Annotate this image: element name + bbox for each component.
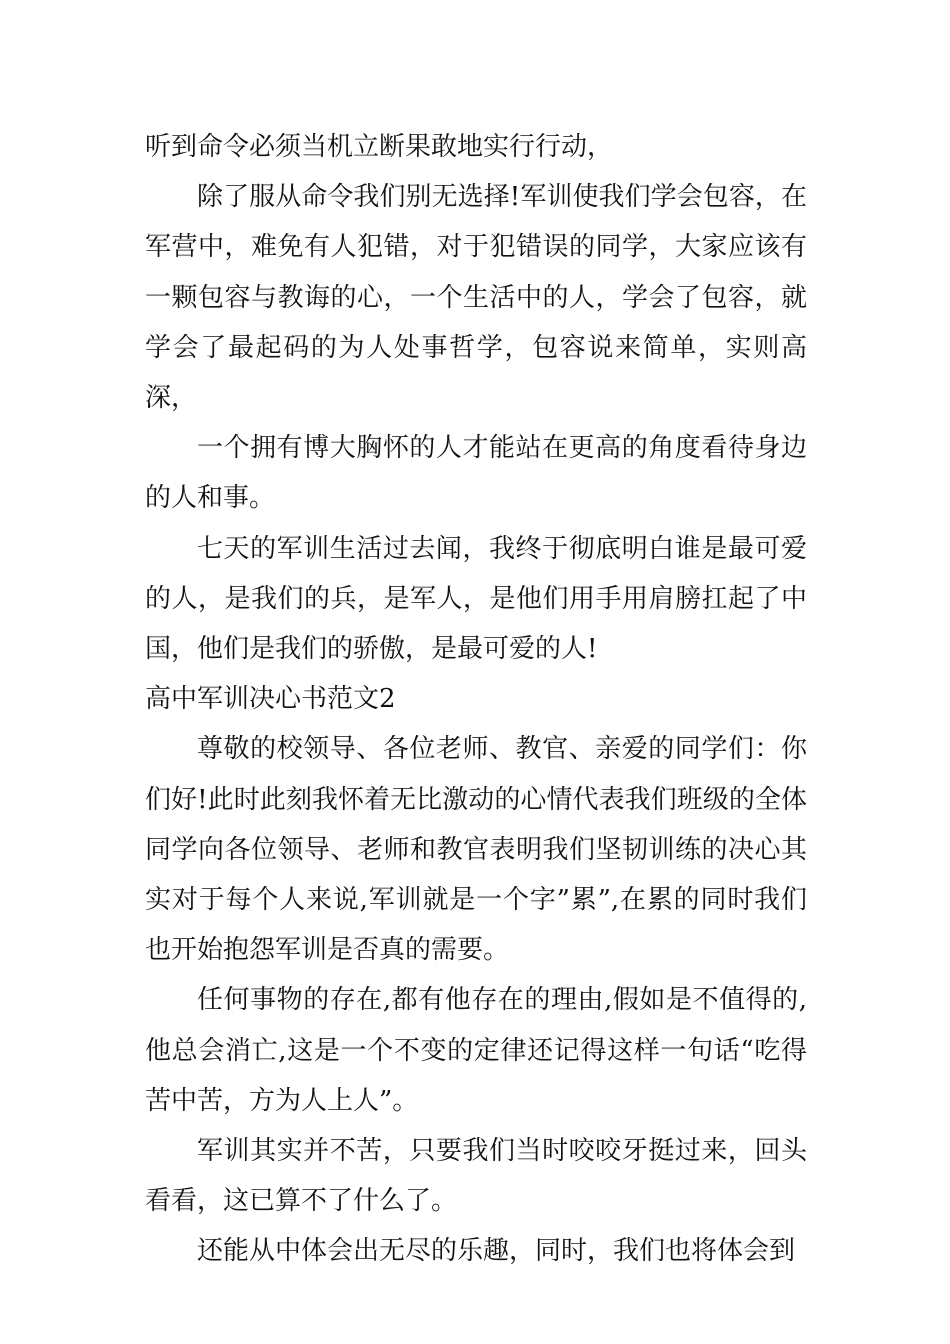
paragraph-5: 尊敬的校领导、各位老师、教官、亲爱的同学们：你们好!此时此刻我怀着无比激动的心情代表我们班级的全体同学向各位领导、老师和教官表明我们坚韧训练的决心其实对于每个人来说,军训就是一个字”累”,在累的同时我们也开始抱怨军训是否真的需要。 (145, 734, 807, 966)
paragraph-6: 任何事物的存在,都有他存在的理由,假如是不值得的,他总会消亡,这是一个不变的定律还记得这样一句话“吃得苦中苦，方为人上人”。 (145, 985, 807, 1116)
document-body (145, 122, 807, 1277)
paragraph-3: 一个拥有博大胸怀的人才能站在更高的角度看待身边的人和事。 (145, 433, 807, 514)
paragraph-1: 听到命令必须当机立断果敢地实行行动， (145, 132, 614, 162)
paragraph-7: 军训其实并不苦，只要我们当时咬咬牙挺过来，回头看看，这已算不了什么了。 (145, 1136, 807, 1217)
section-heading: 高中军训决心书范文2 (145, 684, 396, 715)
paragraph-8: 还能从中体会出无尽的乐趣，同时，我们也将体会到 (197, 1236, 796, 1267)
paragraph-2: 除了服从命令我们别无选择!军训使我们学会包容，在军营中，难免有人犯错，对于犯错误的同学，大家应该有一颗包容与教诲的心，一个生活中的人，学会了包容，就学会了最起码的为人处事哲学，包容说来简单，实则高深， (145, 182, 807, 414)
paragraph-4: 七天的军训生活过去闻，我终于彻底明白谁是最可爱的人，是我们的兵，是军人，是他们用手用肩膀扛起了中国，他们是我们的骄傲，是最可爱的人! (145, 533, 807, 665)
